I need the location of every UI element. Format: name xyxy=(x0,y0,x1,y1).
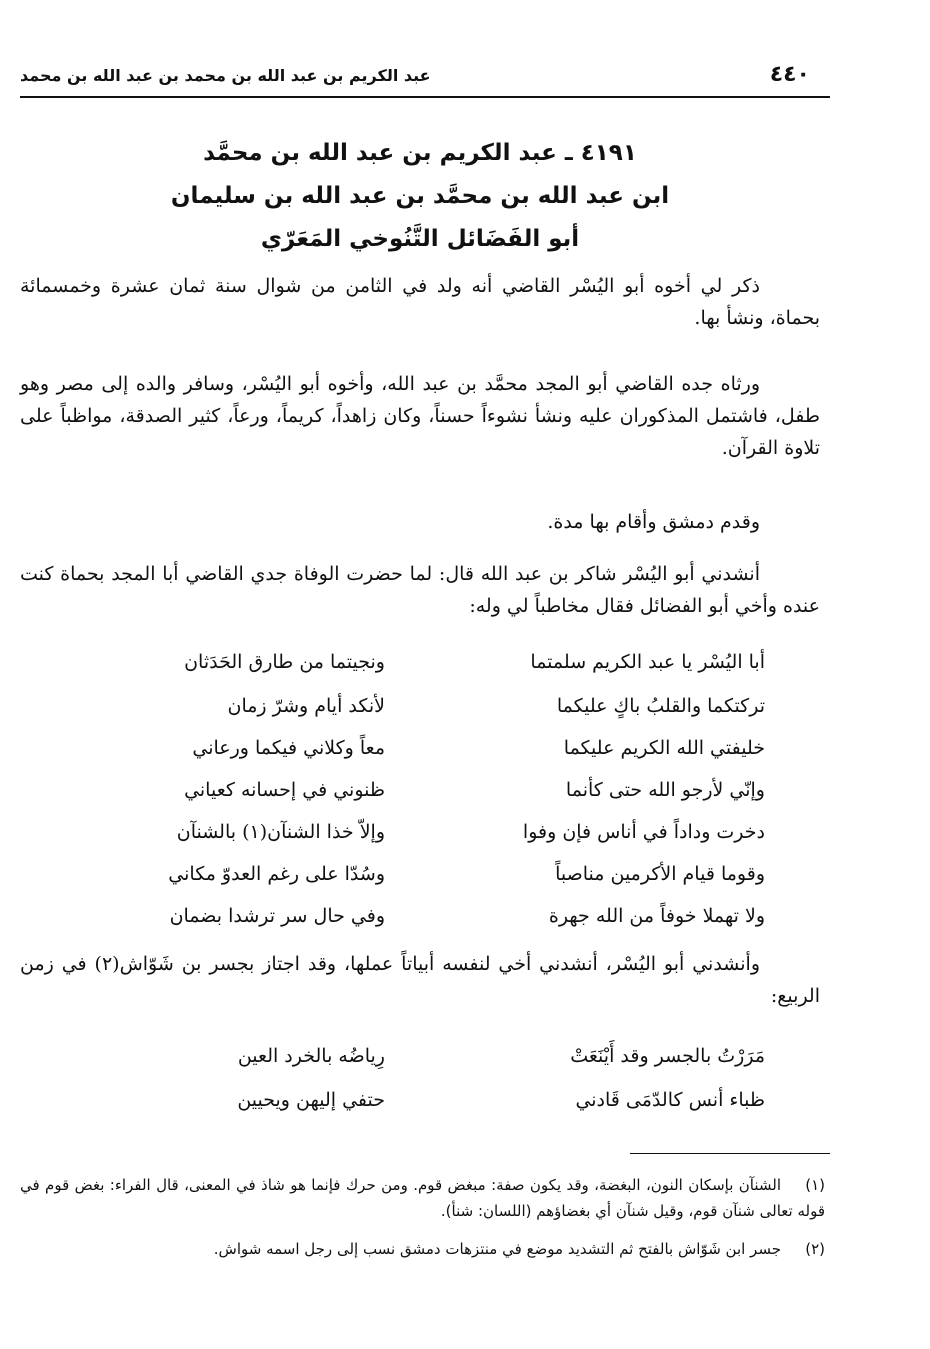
header-rule xyxy=(20,96,830,98)
entry-title-line-3: أبو الفَضَائل التَّنُوخي المَعَرّي xyxy=(260,226,580,252)
verse-second-hemistich: رِياضُه بالخرد العين xyxy=(237,1045,385,1067)
verse-line xyxy=(20,688,820,724)
verse-line xyxy=(20,772,820,808)
entry-title xyxy=(20,132,820,261)
verse-first-hemistich: ولا تهملا خوفاً من الله جهرة xyxy=(548,905,765,927)
footnote-rule xyxy=(630,1153,830,1154)
page-header xyxy=(20,62,820,94)
footnote-1 xyxy=(20,1172,825,1224)
verse-second-hemistich: ونجيتما من طارق الحَدَثان xyxy=(184,651,385,673)
entry-title-line-2: ابن عبد الله بن محمَّد بن عبد الله بن سليمان xyxy=(170,183,670,209)
verse-second-hemistich: حتفي إليهن ويحيين xyxy=(237,1089,385,1111)
paragraph-poem2-intro: وأنشدني أبو اليُسْر، أنشدني أخي لنفسه أبياتاً عملها، وقد اجتاز بجسر بن شَوّاش(٢) في زمن الربيع: xyxy=(20,953,820,1007)
verse-second-hemistich: ظنوني في إحسانه كعياني xyxy=(184,779,385,801)
paragraph-birth: ذكر لي أخوه أبو اليُسْر القاضي أنه ولد في الثامن من شوال سنة ثمان عشرة وخمسمائة بحماة، ونشأ بها. xyxy=(20,275,820,329)
verse-line xyxy=(20,814,820,850)
paragraph-damascus: وقدم دمشق وأقام بها مدة. xyxy=(547,511,760,533)
verse-line xyxy=(20,898,820,934)
verse-line xyxy=(20,1082,820,1118)
footnote-number: (٢) xyxy=(805,1240,825,1258)
verse-line xyxy=(20,856,820,892)
verse-line xyxy=(20,730,820,766)
verse-first-hemistich: خليفتي الله الكريم عليكما xyxy=(563,737,765,759)
verse-second-hemistich: لأنكد أيام وشرّ زمان xyxy=(227,695,385,717)
verse-second-hemistich: وإلاّ خذا الشنآن(١) بالشنآن xyxy=(176,821,385,843)
verse-second-hemistich: وسُدّا على رغم العدوّ مكاني xyxy=(168,863,385,885)
verse-first-hemistich: وقوما قيام الأكرمين مناصباً xyxy=(555,863,765,885)
footnote-number: (١) xyxy=(805,1176,825,1194)
footnote-text: جسر ابن شَوّاش بالفتح ثم التشديد موضع في منتزهات دمشق نسب إلى رجل اسمه شواش. xyxy=(213,1240,781,1258)
running-head: عبد الكريم بن عبد الله بن محمد بن عبد الله بن محمد xyxy=(20,66,431,85)
footnote-text: الشنآن بإسكان النون، البغضة، وقد يكون صفة: مبغض قوم. ومن حرك فإنما هو شاذ في المعنى، قال الفراء: بغض قوم في قوله تعالى شنآن قوم، وقيل شنآن أي بغضاؤهم (اللسان: شنأ). xyxy=(20,1176,825,1220)
verse-first-hemistich: دخرت وداداً في أناس فإن وفوا xyxy=(522,821,765,843)
verse-second-hemistich: معاً وكلاني فيكما ورعاني xyxy=(192,737,385,759)
paragraph-upbringing: ورثاه جده القاضي أبو المجد محمَّد بن عبد الله، وأخوه أبو اليُسْر، وسافر والده إلى مصر وهو طفل، فاشتمل المذكوران عليه ونشأ نشوءاً حسناً، وكان زاهداً، كريماً، ورعاً، كثير الصدقة، مواظباً على تلاوة القرآن. xyxy=(20,373,820,459)
page-number: ٤٤٠ xyxy=(769,62,810,87)
verse-line xyxy=(20,1038,820,1074)
verse-first-hemistich: تركتكما والقلبُ باكٍ عليكما xyxy=(556,695,765,717)
verse-first-hemistich: ظباء أنس كالدّمَى قَادني xyxy=(575,1089,765,1111)
verse-first-hemistich: أبا اليُسْر يا عبد الكريم سلمتما xyxy=(530,651,765,673)
entry-title-line-1: ٤١٩١ ـ عبد الكريم بن عبد الله بن محمَّد xyxy=(203,140,637,166)
verse-first-hemistich: وإنّي لأرجو الله حتى كأنما xyxy=(565,779,765,801)
footnote-2 xyxy=(20,1236,825,1262)
verse-second-hemistich: وفي حال سر ترشدا بضمان xyxy=(169,905,385,927)
verse-line xyxy=(20,644,820,680)
paragraph-poem-intro: أنشدني أبو اليُسْر شاكر بن عبد الله قال: لما حضرت الوفاة جدي القاضي أبا المجد بحماة كنت عنده وأخي أبو الفضائل فقال مخاطباً لي وله: xyxy=(20,563,820,617)
verse-first-hemistich: مَرَرْتُ بالجسر وقد أَيْنَعَتْ xyxy=(570,1045,765,1067)
